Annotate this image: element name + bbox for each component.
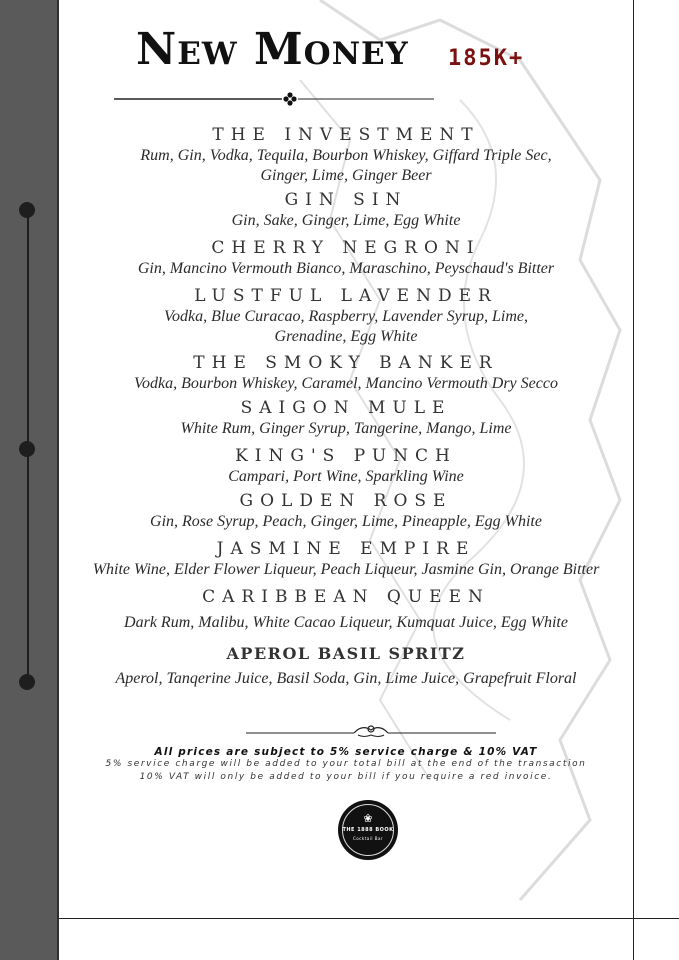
menu-title: New Money (136, 24, 409, 75)
item-desc: Vodka, Blue Curacao, Raspberry, Lavender Syrup, Lime, (164, 308, 528, 325)
menu-item (59, 189, 633, 231)
menu-header (130, 24, 590, 84)
logo-subtitle: Cocktail Bar (352, 836, 384, 841)
item-desc: Ginger, Lime, Ginger Beer (260, 167, 432, 184)
item-desc: Gin, Sake, Ginger, Lime, Egg White (231, 212, 461, 229)
menu-item (59, 490, 633, 532)
pricing-notes (59, 746, 633, 784)
item-desc: White Rum, Ginger Syrup, Tangerine, Mango, Lime (180, 420, 512, 437)
menu-item (59, 237, 633, 279)
menu-item (59, 643, 633, 689)
item-name: GOLDEN ROSE (239, 491, 453, 511)
binder-ring-middle (19, 441, 35, 457)
binder-ring-bottom (19, 674, 35, 690)
fleur-ornament-icon (114, 92, 434, 106)
menu-item (59, 352, 633, 394)
item-desc: White Wine, Elder Flower Liqueur, Peach Liqueur, Jasmine Gin, Orange Bitter (92, 561, 600, 578)
binder-ring-top (19, 202, 35, 218)
item-desc: Vodka, Bourbon Whiskey, Caramel, Mancino Vermouth Dry Secco (134, 375, 558, 392)
bar-logo (338, 800, 398, 860)
menu-item (59, 285, 633, 347)
item-desc: Dark Rum, Malibu, White Cacao Liqueur, Kumquat Juice, Egg White (124, 614, 568, 631)
item-desc: Gin, Rose Syrup, Peach, Ginger, Lime, Pineapple, Egg White (150, 513, 542, 530)
item-desc: Rum, Gin, Vodka, Tequila, Bourbon Whiskey, Giffard Triple Sec, (140, 147, 552, 164)
pricing-note-main: All prices are subject to 5% service charge & 10% VAT (154, 746, 538, 758)
pricing-note-service: 5% service charge will be added to your total bill at the end of the transaction (105, 759, 587, 769)
item-name: SAIGON MULE (240, 398, 452, 418)
item-name: LUSTFUL LAVENDER (194, 286, 498, 306)
item-name: KING'S PUNCH (235, 446, 457, 466)
item-name: GIN SIN (284, 190, 408, 210)
logo-name: THE 1888 BOOK (342, 827, 394, 833)
item-name: THE SMOKY BANKER (193, 353, 499, 373)
page-bottom-border (59, 918, 679, 919)
item-desc: Gin, Mancino Vermouth Bianco, Maraschino, Peyschaud's Bitter (137, 260, 555, 277)
item-desc: Grenadine, Egg White (274, 328, 418, 345)
menu-price: 185K+ (448, 46, 525, 71)
menu-item (59, 586, 633, 633)
item-name: APEROL BASIL SPRITZ (226, 644, 466, 663)
scroll-ornament-icon (246, 720, 496, 740)
item-name: CARIBBEAN QUEEN (202, 587, 490, 607)
item-desc: Aperol, Tanqerine Juice, Basil Soda, Gin, Lime Juice, Grapefruit Floral (115, 670, 577, 687)
pricing-note-vat: 10% VAT will only be added to your bill if you require a red invoice. (139, 772, 553, 782)
menu-item (59, 397, 633, 439)
item-name: JASMINE EMPIRE (216, 539, 476, 559)
menu-item (59, 124, 633, 186)
item-name: CHERRY NEGRONI (211, 238, 481, 258)
item-desc: Campari, Port Wine, Sparkling Wine (228, 468, 464, 485)
emblem-icon: ❀ (363, 812, 373, 825)
cocktail-menu (59, 120, 633, 689)
item-name: THE INVESTMENT (212, 125, 480, 145)
menu-item (59, 445, 633, 487)
menu-item (59, 538, 633, 580)
